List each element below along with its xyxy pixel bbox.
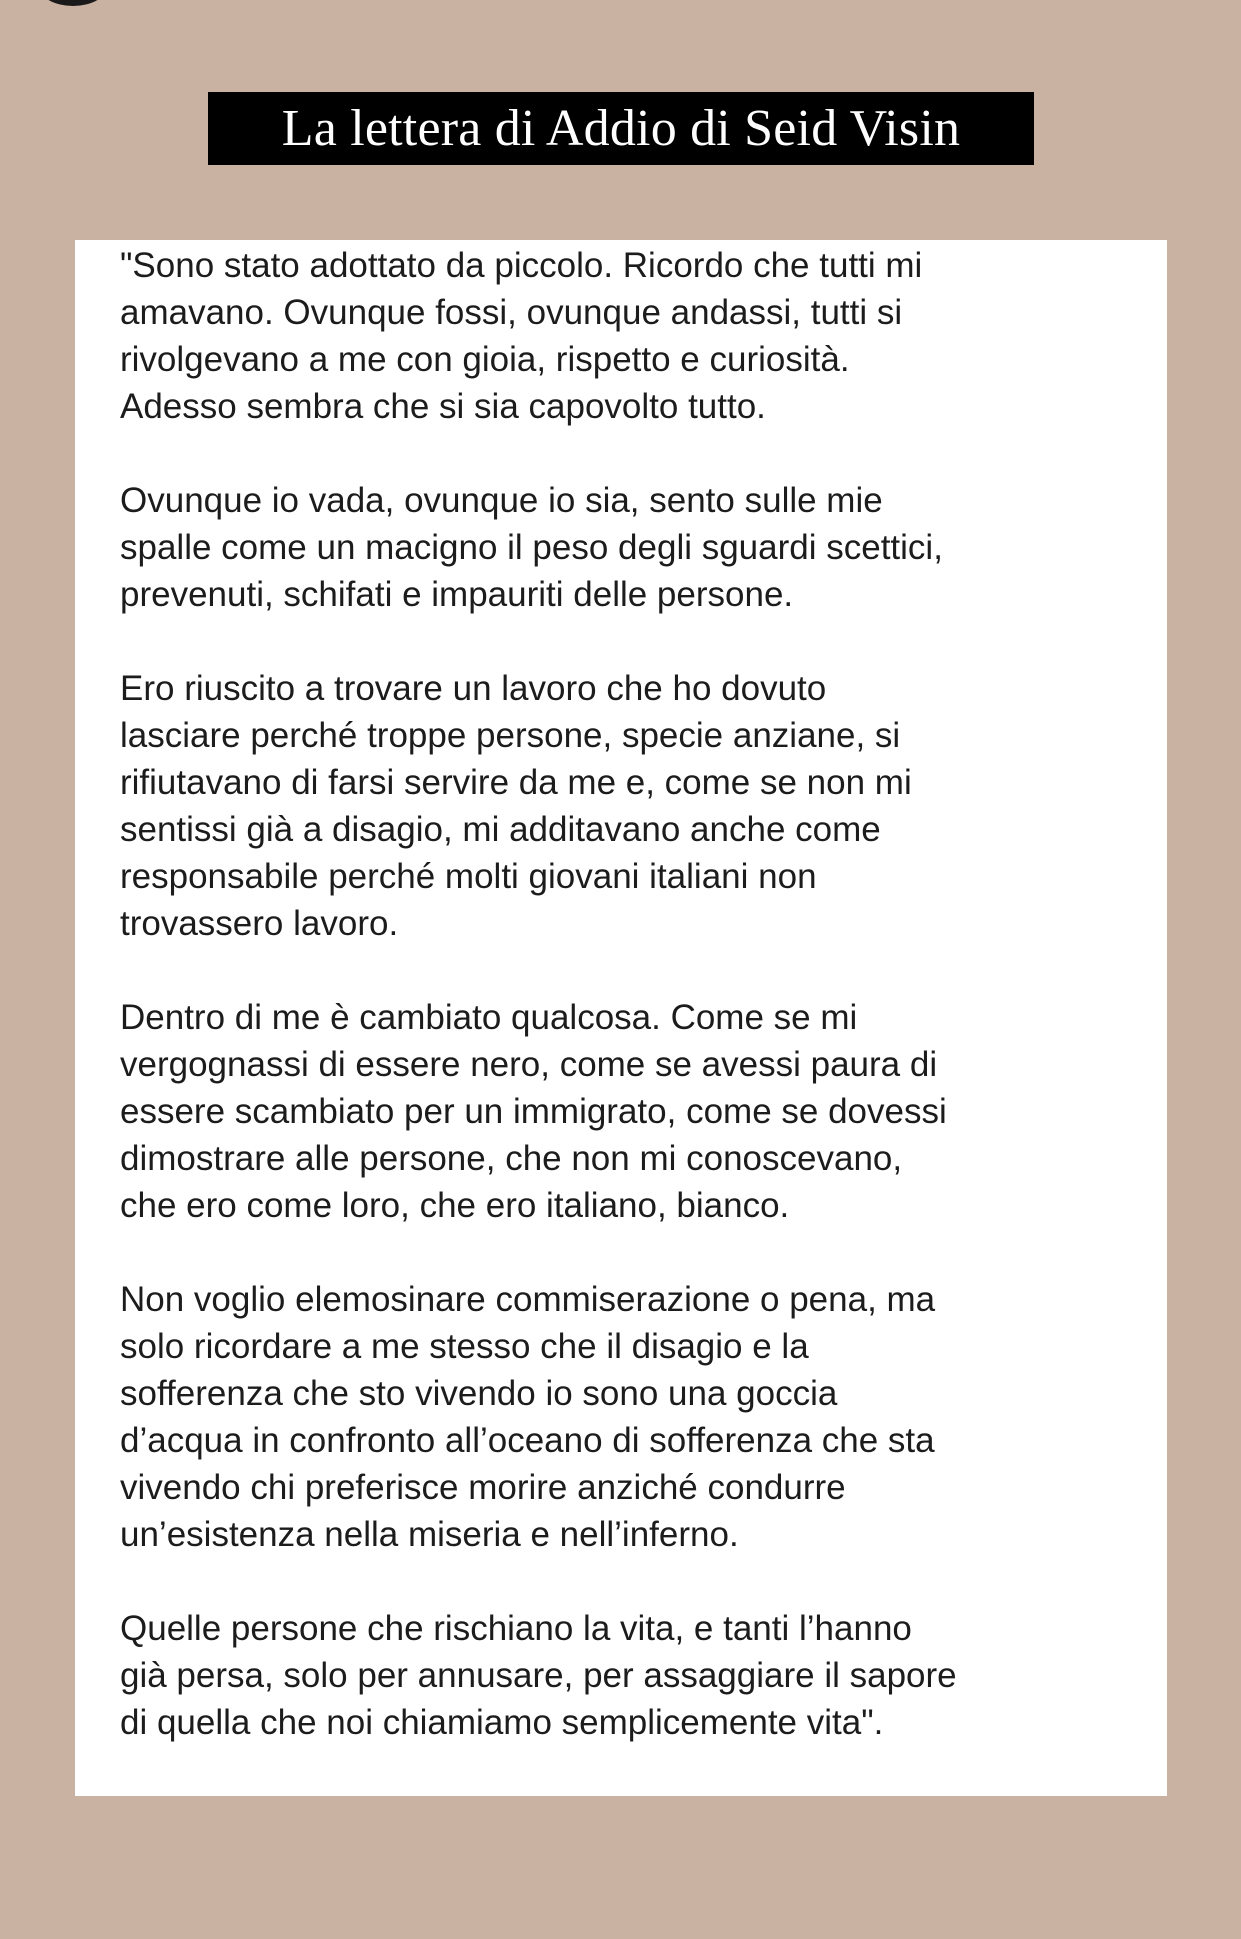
letter-paragraph-6: Quelle persone che rischiano la vita, e tanti l’hanno già persa, solo per annusare, per assaggiare il sapore di quella che noi chiamiamo semplicemente vita". <box>120 1609 957 1742</box>
letter-paragraph-5: Non voglio elemosinare commiserazione o pena, ma solo ricordare a me stesso che il disagio e la sofferenza che sto vivendo io sono una goccia d’acqua in confronto all’oceano di sofferenza che sta vivendo chi preferisce morire anziché condurre un’esistenza nella miseria e nell’inferno. <box>120 1280 936 1554</box>
letter-paragraph-4: Dentro di me è cambiato qualcosa. Come se mi vergognassi di essere nero, come se avessi paura di essere scambiato per un immigrato, come se dovessi dimostrare alle persone, che non mi conoscevano, che ero come loro, che ero italiano, bianco. <box>120 998 947 1225</box>
letter-paragraph-3: Ero riuscito a trovare un lavoro che ho dovuto lasciare perché troppe persone, specie anziane, si rifiutavano di farsi servire da me e, come se non mi sentissi già a disagio, mi additavano anche come responsabile perché molti giovani italiani non trovassero lavoro. <box>120 669 912 943</box>
letter-paragraph-2: Ovunque io vada, ovunque io sia, sento sulle mie spalle come un macigno il peso degli sguardi scettici, prevenuti, schifati e impauriti delle persone. <box>120 481 943 614</box>
title-banner <box>208 92 1034 165</box>
page-title: La lettera di Addio di Seid Visin <box>281 99 961 157</box>
letter-paragraph-1: "Sono stato adottato da piccolo. Ricordo che tutti mi amavano. Ovunque fossi, ovunque andassi, tutti si rivolgevano a me con gioia, rispetto e curiosità. Adesso sembra che si sia capovolto tutto. <box>120 246 923 426</box>
letter-card <box>75 240 1167 1796</box>
profile-avatar[interactable] <box>38 0 108 6</box>
